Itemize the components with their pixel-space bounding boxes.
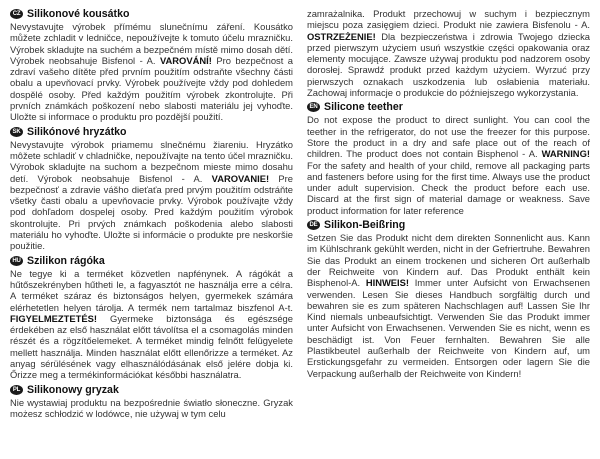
section-heading xyxy=(307,101,590,113)
section-title: Silikónové hryzátko xyxy=(27,125,127,138)
language-badge: HU xyxy=(10,256,23,266)
section-text: Do not expose the product to direct sunlight. You can cool the teether in the refrigerator, do not use the freezer for this purpose. Store the product in a dry and safe place out of the reach of children. The product does not contain Bisphenol - A. WARNING! For the safety and health of your child, remove all packaging parts and fasteners before using for the first time. Always use the product under adult supervision. Check the product before each use. Discard at the first sign of material damage or weakness. Save product information for later reference xyxy=(307,114,590,216)
section-hu xyxy=(10,255,293,381)
section-pl xyxy=(10,384,293,420)
section-title: Silicone teether xyxy=(324,101,403,114)
warning-label: OSTRZEŻENIE! xyxy=(307,30,376,42)
section-text: zamrażalnika. Produkt przechowuj w suchym i bezpiecznym miejscu poza zasięgiem dzieci. Produkt nie zawiera Bisfenolu - A. OSTRZEŻENIE! Dla bezpieczeństwa i zdrowia Twojego dziecka przed pierwszym użyciem usuń wszystkie części opakowania oraz elementy mocujące. Zawsze używaj produktu pod nadzorem osoby dorosłej. Sprawdź produkt przed każdym użyciem. Wyrzuć przy pierwszych oznakach uszkodzenia lub osłabienia materiału. Zachowaj informacje o produkcie do późniejszego wykorzystania. xyxy=(307,8,590,99)
section-text: Nevystavujte výrobok priamemu slnečnému žiareniu. Hryzátko môžete schladiť v chladničke, nepoužívajte na tento účel mrazničku. Výrobok skladujte na suchom a bezpečnom mieste mimo dosahu detí. Výrobok neobsahuje Bisfenol - A. VAROVANIE! Pre bezpečnosť a zdravie vášho dieťaťa pred prvým použitím odstráňte všetky časti obalu a upevňovacie prvky. Výrobok používajte vždy pod dohľadom dospelej osoby. Pred každým použitím výrobok skontrolujte. Pri prvých známkach poškodenia alebo slabosti materiálu ho vyhoďte. Uložte si informácie o produkte pre neskoršie použitie. xyxy=(10,138,293,252)
right-column xyxy=(307,8,590,453)
warning-label: VAROVANIE! xyxy=(211,172,270,184)
section-en xyxy=(307,101,590,216)
section-text: Setzen Sie das Produkt nicht dem direkten Sonnenlicht aus. Kann im Kühlschrank gekühlt werden, nicht in der Gefriertruhe. Bewahren Sie das Produkt an einem trockenen und sicheren Ort außerhalb der Reichweite von Kindern auf. Das Produkt enthält kein Bisphenol-A. HINWEIS! Immer unter Aufsicht von Erwachsenen verwenden. Lesen Sie dieses Handbuch sorgfältig durch und bewahren sie es zum späteren Nachschlagen auf! Lassen Sie Ihr Kind niemals unbeaufsichtigt. Verwenden Sie das Produkt immer unter Aufsicht von Erwachsenen. Verwenden Sie es nicht, wenn es beschädigt ist. Von Feuer fernhalten. Bewahren Sie alle Plastikbeutel außerhalb der Reichweite von Kindern auf, um Erstickungsgefahr zu vermeiden. Entsorgen oder lagern Sie die Verpackung außerhalb der Reichweite von Kindern! xyxy=(307,232,590,379)
warning-label: WARNING! xyxy=(541,148,590,160)
language-badge: EN xyxy=(307,102,320,112)
section-heading xyxy=(10,255,293,267)
section-heading xyxy=(10,384,293,396)
section-text: Ne tegye ki a terméket közvetlen napfénynek. A rágókát a hűtőszekrényben hűtheti le, a fagyasztót ne használja erre a célra. A terméket száraz és biztonságos helyen, gyermekek számára elérhetetlen helyen tárolja. A termék nem tartalmaz biszfenol A-t. FIGYELMEZTETÉS! Gyermeke biztonsága és egészsége érdekében az első használat előtt távolítsa el a csomagolás minden részét és a rögzítőelemeket. A terméket mindig felnőtt felügyelete mellett használja. Minden használat előtt ellenőrizze a terméket. Az anyag sérülésének vagy elhasználódásának első jelére dobja ki. Őrizze meg a termékinformációkat későbbi használatra. xyxy=(10,267,293,381)
language-badge: DE xyxy=(307,220,320,230)
section-cz xyxy=(10,8,293,123)
left-column xyxy=(10,8,293,453)
language-badge: PL xyxy=(10,385,23,395)
section-pl-continued xyxy=(307,8,590,98)
section-heading xyxy=(10,8,293,20)
warning-label: HINWEIS! xyxy=(365,277,410,289)
section-text: Nie wystawiaj produktu na bezpośrednie światło słoneczne. Gryzak możesz schłodzić w lodówce, nie używaj w tym celu xyxy=(10,396,293,419)
section-sk xyxy=(10,126,293,252)
language-badge: SK xyxy=(10,127,23,137)
section-text: Nevystavujte výrobek přímému slunečnímu záření. Kousátko můžete zchladit v ledničce, nepoužívejte k tomuto účelu mrazničku. Výrobek skladujte na suchém a bezpečném místě mimo dosah dětí. Výrobek neobsahuje Bisfenol - A. VAROVÁNÍ! Pro bezpečnost a zdraví vašeho dítěte před prvním použitím odstraňte všechny části obalu a upevňovací prvky. Výrobek používejte vždy pod dohledem dospělé osoby. Před každým použitím výrobek zkontrolujte. Při prvních známkách poškození nebo slabosti materiálu jej vyhoďte. Uložte si informace o produktu pro pozdější použití. xyxy=(10,21,293,123)
language-badge: CZ xyxy=(10,9,23,19)
section-title: Szilikon rágóka xyxy=(27,254,105,267)
section-heading xyxy=(10,126,293,138)
section-title: Silikonowy gryzak xyxy=(27,383,119,396)
warning-label: FIGYELMEZTETÉS! xyxy=(10,312,97,324)
section-heading xyxy=(307,219,590,231)
section-title: Silikon-Beißring xyxy=(324,219,406,232)
warning-label: VAROVÁNÍ! xyxy=(159,54,212,66)
section-title: Silikonové kousátko xyxy=(27,8,130,20)
section-de xyxy=(307,219,590,379)
